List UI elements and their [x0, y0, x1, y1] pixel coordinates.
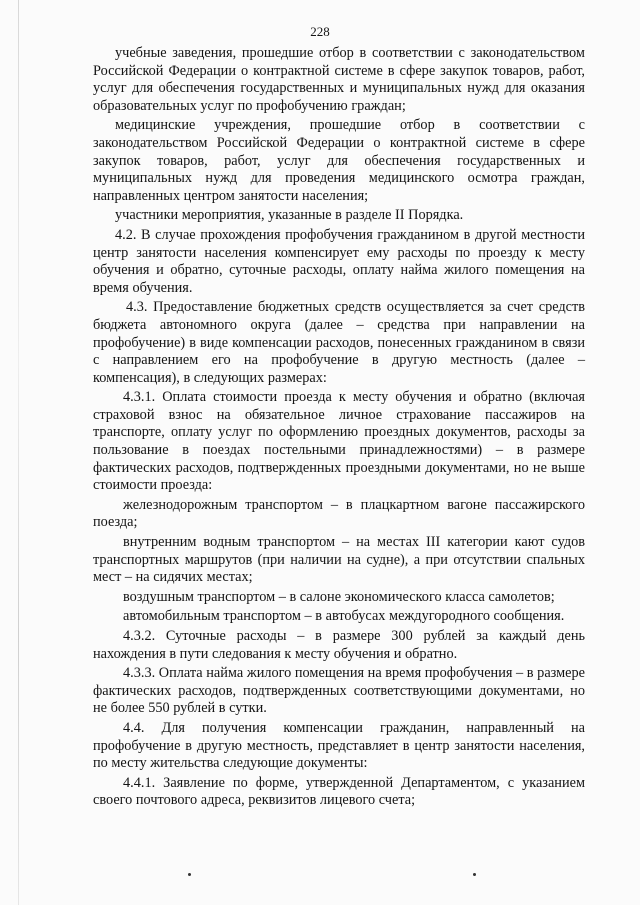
- paragraph-4-2: 4.2. В случае прохождения профобучения гражданином в другой местности центр занятости населения компенсирует ему расходы по проезду к месту обучения и обратно, суточные расходы, оплату найма жилого помещения на время обучения.: [93, 226, 585, 296]
- paragraph-4-4: 4.4. Для получения компенсации гражданин, направленный на профобучение в другую местность, представляет в центр занятости населения, по месту жительства следующие документы:: [93, 719, 585, 772]
- paragraph-4-3-2: 4.3.2. Суточные расходы – в размере 300 рублей за каждый день нахождения в пути следования к месту обучения и обратно.: [93, 628, 585, 662]
- paragraph-air-transport: воздушным транспортом – в салоне экономического класса самолетов;: [123, 588, 555, 605]
- document-body: [93, 45, 585, 812]
- paragraph-4-3: 4.3. Предоставление бюджетных средств осуществляется за счет средств бюджета автономного округа (далее – средства при направлении на профобучение) в виде компенсации расходов, понесенных гражданином в связи с направлением его на профобучение в другую местность (далее – компенсация), в следующих размерах:: [93, 299, 585, 386]
- paragraph-4-4-1: 4.4.1. Заявление по форме, утвержденной Департаментом, с указанием своего почтового адреса, реквизитов лицевого счета;: [93, 774, 585, 809]
- paragraph-4-3-1: 4.3.1. Оплата стоимости проезда к месту обучения и обратно (включая страховой взнос на обязательное личное страхование пассажиров на транспорте, оплату услуг по оформлению проездных документов, расходы за пользование в поездах постельными принадлежностями) – в размере фактических расходов, подтвержденных проездными документами, но не выше стоимости проезда:: [93, 389, 585, 494]
- scan-edge: [18, 0, 19, 905]
- paragraph-educational-institutions: учебные заведения, прошедшие отбор в соответствии с законодательством Российской Федерации о контрактной системе в сфере закупок товаров, работ, услуг для обеспечения государственных и муниципальных нужд для оказания образовательных услуг по профобучению граждан;: [93, 45, 585, 114]
- paragraph-rail-transport: железнодорожным транспортом – в плацкартном вагоне пассажирского поезда;: [93, 496, 585, 531]
- paragraph-participants: участники мероприятия, указанные в разделе II Порядка.: [115, 207, 464, 224]
- page-number: 228: [310, 24, 330, 39]
- scan-speck: [188, 873, 191, 876]
- paragraph-water-transport: внутренним водным транспортом – на местах III категории кают судов транспортных маршрутов (при наличии на судне), а при отсутствии спальных мест – на сидячих местах;: [93, 534, 585, 586]
- scan-speck: [473, 873, 476, 876]
- paragraph-4-3-3: 4.3.3. Оплата найма жилого помещения на время профобучения – в размере фактических расходов, подтвержденных соответствующими документами, но не более 550 рублей в сутки.: [93, 665, 585, 717]
- paragraph-medical-institutions: медицинские учреждения, прошедшие отбор в соответствии с законодательством Российской Федерации о контрактной системе в сфере закупок товаров, работ, услуг для обеспечения государственных и муниципальных нужд для проведения медицинского осмотра граждан, направленных центром занятости населения;: [93, 117, 585, 204]
- paragraph-road-transport: автомобильным транспортом – в автобусах междугородного сообщения.: [123, 608, 565, 625]
